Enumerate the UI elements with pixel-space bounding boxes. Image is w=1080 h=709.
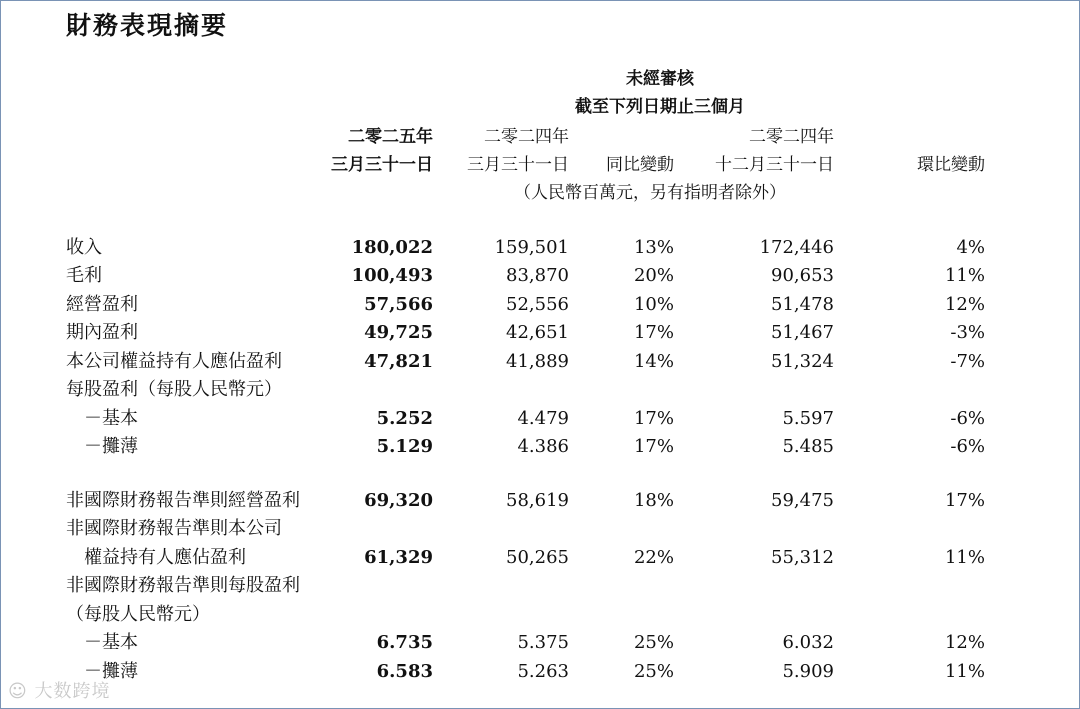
value-2024q1: 4.386 [517,436,569,457]
value-qoq: 17% [944,490,985,511]
value-2025q1: 6.583 [376,661,433,682]
value-yoy: 25% [633,632,674,653]
value-yoy: 14% [633,351,674,372]
row-label: 每股盈利（每股人民幣元） [66,379,282,400]
row-label: 本公司權益持有人應佔盈利 [66,351,282,372]
value-qoq: 11% [944,547,985,568]
value-qoq: 4% [956,237,985,258]
row-label: 非國際財務報告準則本公司 [66,518,282,539]
col5-header: 環比變動 [917,155,985,175]
row-label: （每股人民幣元） [66,604,210,625]
value-yoy: 17% [633,322,674,343]
table-row [0,291,1080,319]
col4-date: 十二月三十一日 [715,155,834,175]
col3-header: 同比變動 [606,155,674,175]
table-row [0,405,1080,433]
table-row [0,515,1080,543]
header-period: 截至下列日期止三個月 [575,97,745,117]
col2-date: 三月三十一日 [467,155,569,175]
value-qoq: -6% [950,408,985,429]
value-2024q4: 51,324 [771,351,834,372]
value-yoy: 17% [633,408,674,429]
table-row [0,234,1080,262]
value-2024q4: 51,478 [771,294,834,315]
watermark-text: 大数跨境 [34,681,111,702]
value-yoy: 20% [633,265,674,286]
value-2024q4: 90,653 [771,265,834,286]
unit-note: （人民幣百萬元，另有指明者除外） [514,183,786,203]
table-row [0,376,1080,404]
value-2025q1: 5.129 [376,436,433,457]
value-2024q1: 58,619 [506,490,569,511]
value-2025q1: 49,725 [364,322,433,343]
page-title: 財務表現摘要 [66,11,229,40]
value-yoy: 25% [633,661,674,682]
row-label: 經營盈利 [66,294,138,315]
value-yoy: 10% [633,294,674,315]
row-label: 收入 [66,237,102,258]
value-2025q1: 69,320 [364,490,433,511]
table-row [0,433,1080,461]
table-row [0,572,1080,600]
watermark [8,677,111,703]
row-label: 毛利 [66,265,102,286]
table-row [0,319,1080,347]
col1-year: 二零二五年 [348,127,433,147]
value-2024q1: 83,870 [506,265,569,286]
value-2024q4: 5.909 [782,661,834,682]
value-2025q1: 6.735 [376,632,433,653]
value-2025q1: 57,566 [364,294,433,315]
table-row [0,544,1080,572]
value-qoq: 12% [944,632,985,653]
col2-year: 二零二四年 [484,127,569,147]
value-qoq: -6% [950,436,985,457]
value-2024q4: 51,467 [771,322,834,343]
value-2024q1: 50,265 [506,547,569,568]
col4-year: 二零二四年 [749,127,834,147]
value-qoq: -7% [950,351,985,372]
value-2024q4: 59,475 [771,490,834,511]
value-2024q4: 172,446 [759,237,834,258]
table-row [0,601,1080,629]
value-2025q1: 47,821 [364,351,433,372]
value-2024q1: 5.263 [517,661,569,682]
value-2025q1: 5.252 [376,408,433,429]
value-yoy: 22% [633,547,674,568]
row-label: －攤薄 [84,661,138,682]
value-2024q1: 159,501 [494,237,569,258]
value-2024q4: 55,312 [771,547,834,568]
row-label: 權益持有人應佔盈利 [84,547,246,568]
value-2024q1: 41,889 [506,351,569,372]
table-row [0,262,1080,290]
value-2024q1: 5.375 [517,632,569,653]
value-yoy: 13% [633,237,674,258]
row-label: －基本 [84,408,138,429]
value-yoy: 18% [633,490,674,511]
value-2025q1: 180,022 [351,237,433,258]
watermark-logo-icon: ☺ [8,681,28,702]
row-label: －攤薄 [84,436,138,457]
value-2024q1: 52,556 [506,294,569,315]
value-2025q1: 61,329 [364,547,433,568]
value-2024q1: 4.479 [517,408,569,429]
value-yoy: 17% [633,436,674,457]
value-2024q1: 42,651 [506,322,569,343]
col1-date: 三月三十一日 [331,155,433,175]
row-label: 非國際財務報告準則每股盈利 [66,575,300,596]
value-2024q4: 5.597 [782,408,834,429]
table-row [0,629,1080,657]
row-label: 期內盈利 [66,322,138,343]
value-qoq: -3% [950,322,985,343]
table-row [0,658,1080,686]
value-2024q4: 6.032 [782,632,834,653]
value-qoq: 11% [944,661,985,682]
row-label: －基本 [84,632,138,653]
value-qoq: 11% [944,265,985,286]
value-2024q4: 5.485 [782,436,834,457]
table-row [0,487,1080,515]
header-unaudited: 未經審核 [626,69,694,89]
value-qoq: 12% [944,294,985,315]
row-label: 非國際財務報告準則經營盈利 [66,490,300,511]
value-2025q1: 100,493 [351,265,433,286]
table-row [0,348,1080,376]
